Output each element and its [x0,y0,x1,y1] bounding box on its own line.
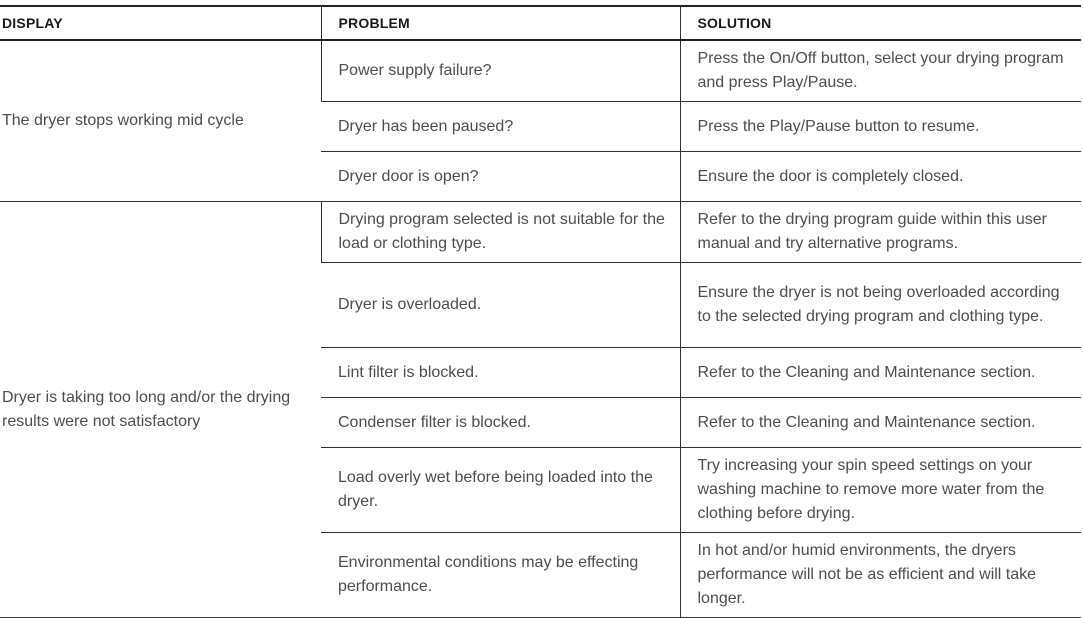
problem-cell: Environmental conditions may be effecting performance. [321,533,680,618]
problem-cell: Power supply failure? [321,40,680,102]
problem-cell: Drying program selected is not suitable for the load or clothing type. [321,202,680,263]
header-solution: SOLUTION [680,6,1081,40]
solution-cell: Ensure the door is completely closed. [680,152,1081,202]
solution-cell: Refer to the Cleaning and Maintenance section. [680,398,1081,448]
solution-cell: Ensure the dryer is not being overloaded according to the selected drying program and clothing type. [680,263,1081,348]
solution-cell: In hot and/or humid environments, the dryers performance will not be as efficient and will take longer. [680,533,1081,618]
problem-cell: Dryer door is open? [321,152,680,202]
solution-cell: Press the Play/Pause button to resume. [680,102,1081,152]
problem-cell: Lint filter is blocked. [321,348,680,398]
table-row [0,40,1081,102]
solution-cell: Press the On/Off button, select your drying program and press Play/Pause. [680,40,1081,102]
problem-cell: Load overly wet before being loaded into the dryer. [321,448,680,533]
troubleshooting-table [0,5,1081,618]
problem-cell: Condenser filter is blocked. [321,398,680,448]
header-display: DISPLAY [0,6,321,40]
display-cell: The dryer stops working mid cycle [0,40,321,202]
problem-cell: Dryer is overloaded. [321,263,680,348]
header-problem: PROBLEM [321,6,680,40]
solution-cell: Refer to the drying program guide within this user manual and try alternative programs. [680,202,1081,263]
table-row [0,202,1081,263]
table-header [0,6,1081,40]
table-body [0,40,1081,618]
display-cell: Dryer is taking too long and/or the drying results were not satisfactory [0,202,321,618]
solution-cell: Refer to the Cleaning and Maintenance section. [680,348,1081,398]
solution-cell: Try increasing your spin speed settings on your washing machine to remove more water from the clothing before drying. [680,448,1081,533]
problem-cell: Dryer has been paused? [321,102,680,152]
header-row [0,6,1081,40]
